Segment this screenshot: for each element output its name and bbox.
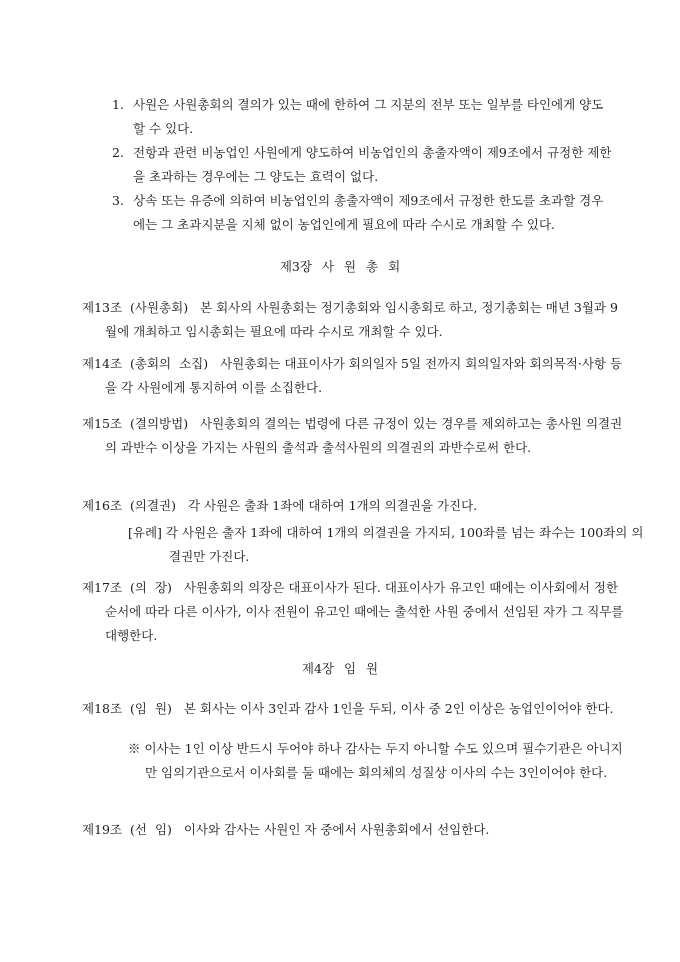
article-13: [82, 296, 629, 344]
list-item-text: 상속 또는 유증에 의하여 비농업인의 총출자액이 제9조에서 규정한 한도를 초과할 경우에는 그 초과지분을 지체 없이 농업인에게 필요에 따라 수시로 개최할 수 있다.: [133, 193, 604, 232]
list-item-number: 3.: [112, 193, 124, 208]
article-16-note: [유례] 각 사원은 출자 1좌에 대하여 1개의 의결권을 가지되, 100좌를 넘는 좌수는 100좌의 의결권만 가진다.: [128, 525, 644, 564]
article-15: [82, 412, 629, 460]
article-text: 사원총회의 의장은 대표이사가 된다. 대표이사가 유고인 때에는 이사회에서 정한 순서에 따라 다른 이사가, 이사 전원이 유고인 때에는 출석한 사원 중에서 선임된 자가 그 직무를 대행한다.: [105, 580, 624, 643]
article-text: 각 사원은 출좌 1좌에 대하여 1개의 의결권을 가진다.: [187, 498, 478, 513]
article-18-note: ※ 이사는 1인 이상 반드시 두어야 하나 감사는 두지 아니할 수도 있으며 필수기관은 아니지만 임의기관으로서 이사회를 둘 때에는 회의체의 성질상 이사의 수는 3인이어야 한다.: [128, 741, 623, 780]
article-17: [82, 576, 629, 648]
article-title: 제13조 (사원총회): [82, 300, 189, 315]
list-item-text: 전항과 관련 비농업인 사원에게 양도하여 비농업인의 총출자액이 제9조에서 규정한 제한을 초과하는 경우에는 그 양도는 효력이 없다.: [133, 145, 612, 184]
list-item: [112, 93, 612, 141]
article-title: 제17조 (의 장): [82, 580, 172, 595]
article-text: 사원총회는 대표이사가 회의일자 5일 전까지 회의일자와 회의목적·사항 등을 각 사원에게 통지하여 이를 소집한다.: [105, 356, 623, 395]
list-item-number: 1.: [112, 97, 124, 112]
article-16: [82, 494, 629, 518]
chapter-heading: 제3장 사 원 총 회: [279, 259, 401, 274]
article-title: 제15조 (결의방법): [82, 416, 189, 431]
article-title: 제18조 (임 원): [82, 701, 172, 716]
list-item-number: 2.: [112, 145, 124, 160]
article-19: [82, 818, 629, 842]
numbered-list: [112, 93, 612, 237]
chapter-heading: 제4장 임 원: [301, 661, 379, 676]
list-item-text: 사원은 사원총회의 결의가 있는 때에 한하여 그 지분의 전부 또는 일부를 타인에게 양도할 수 있다.: [133, 97, 604, 136]
article-title: 제16조 (의결권): [82, 498, 177, 513]
article-text: 본 회사는 이사 3인과 감사 1인을 두되, 이사 중 2인 이상은 농업인이어야 한다.: [183, 701, 614, 716]
article-text: 이사와 감사는 사원인 자 중에서 사원총회에서 선임한다.: [183, 822, 490, 837]
article-14: [82, 352, 629, 400]
article-text: 사원총회의 결의는 법령에 다른 규정이 있는 경우를 제외하고는 총사원 의결권의 과반수 이상을 가지는 사원의 출석과 출석사원의 의결권의 과반수로써 한다.: [105, 416, 623, 455]
article-18: [82, 697, 629, 721]
list-item: [112, 189, 612, 237]
list-item: [112, 141, 612, 189]
article-text: 본 회사의 사원총회는 정기총회와 임시총회로 하고, 정기총회는 매년 3월과 9월에 개최하고 임시총회는 필요에 따라 수시로 개최할 수 있다.: [105, 300, 618, 339]
article-title: 제19조 (선 임): [82, 822, 172, 837]
article-title: 제14조 (총회의 소집): [82, 356, 209, 371]
